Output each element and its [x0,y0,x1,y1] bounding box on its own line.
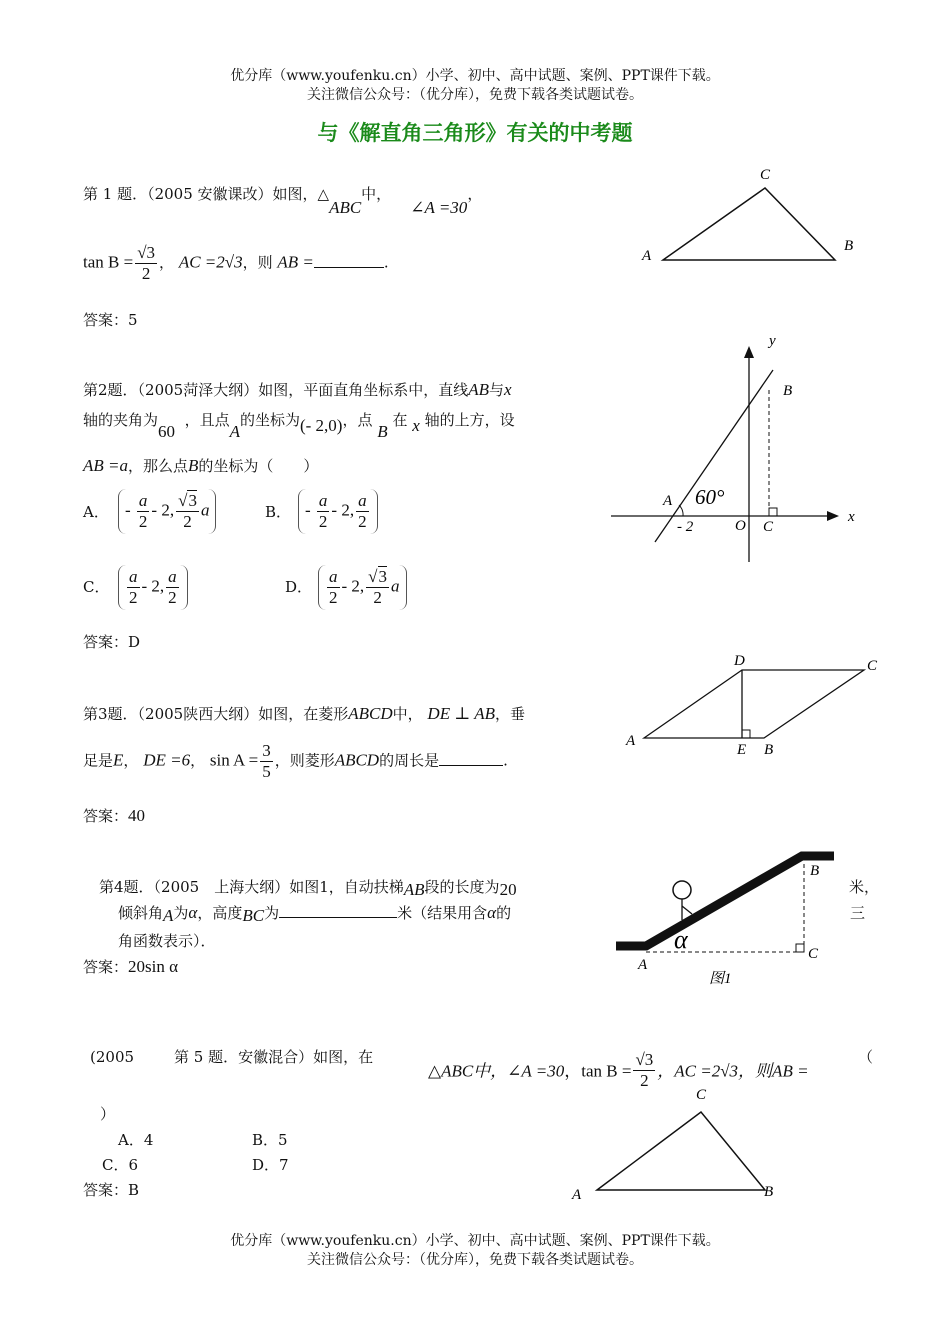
q5-option-a: A．4 [118,1131,154,1149]
q1-answer: 答案：5 [83,311,138,329]
q4-caption: 图1 [709,971,732,987]
q5-label-b: B [764,1184,774,1200]
q4-label-alpha: α [674,925,688,954]
q2-label-y: y [769,333,776,349]
q2-label-a: A [663,493,673,509]
footer-line-2: 关注微信公众号：（优分库），免费下载各类试题试卷。 [307,1252,643,1268]
page-title: 与《解直角三角形》有关的中考题 [317,120,633,145]
q3-label-b: B [764,742,774,758]
q4-label-b: B [810,863,820,879]
q2-y-arrow [744,346,754,358]
q5-triangle [597,1112,765,1190]
q1-label-c: C [760,167,771,183]
q2-option-d-expr: $\frac{a}{2}$ - 2, $\frac{√3}{2}$ a [318,565,407,610]
q5-answer: 答案：B [83,1181,140,1199]
q3-label-e: E [737,742,747,758]
q4-escalator [616,856,834,946]
q3-figure [620,650,890,765]
q3-label-d: D [734,653,745,669]
q2-label-neg2: - 2 [677,519,694,535]
q1-figure [630,160,870,270]
q4-label-c: C [808,946,819,962]
q3-label-a: A [626,733,636,749]
q3-line-2: 足是E， DE =6， sin A = $\frac{3}{5}$ ，则菱形ABCD的周长是 . [83,741,508,781]
q2-option-c: C． [83,578,110,596]
q3-right-angle [742,730,750,738]
q5-option-c: C．6 [102,1156,139,1174]
q1-triangle [663,188,835,260]
footer-line-1: 优分库（www.youfenku.cn）小学、初中、高中试题、案例、PPT课件下载。 [230,1233,720,1249]
q2-label-b: B [783,383,793,399]
q2-option-b-expr: - $\frac{a}{2}$ - 2, $\frac{a}{2}$ [298,489,378,534]
q2-x-arrow [827,511,839,521]
q4-right-angle [796,944,804,952]
q5-line-1: 第 5 题．安徽混合）如图，在 [174,1048,374,1066]
q3-rhombus [644,670,864,738]
q4-line-2: 倾斜角A为α，高度BC为 米（结果用含α的 [118,903,512,925]
q2-line-2: 轴的夹角为60 ，且点A的坐标为(- 2,0)，点 B 在 x 轴的上方，设 [83,411,515,441]
q4-figure [612,842,844,992]
q5-paren-open: （ [858,1048,874,1066]
q4-line-3: 角函数表示）． [118,932,216,950]
q2-option-c-expr: $\frac{a}{2}$ - 2, $\frac{a}{2}$ [118,565,188,610]
q2-label-c: C [763,519,774,535]
q5-figure [565,1082,795,1204]
header-line-2: 关注微信公众号：（优分库），免费下载各类试题试卷。 [307,87,643,103]
q4-unit: 米， [849,878,880,896]
q3-label-c: C [867,658,878,674]
q5-label-a: A [572,1187,582,1203]
q2-label-angle: 60° [695,485,725,509]
q5-label-c: C [696,1087,707,1103]
q4-label-a: A [638,957,648,973]
q2-line-3: AB =a，那么点B的坐标为（ ） [83,456,319,475]
q1-label-a: A [642,248,652,264]
q1-label-b: B [844,238,854,254]
q4-line-1: 第4题．（2005 上海大纲）如图1，自动扶梯AB段的长度为20 [99,878,517,899]
q5-option-d: D．7 [252,1156,289,1174]
q5-paren-close: ） [100,1105,116,1123]
q2-option-a: A． [83,503,109,521]
q5-expr: △ABC中，∠A =30，tan B = $\frac{√3}{2}$ ，AC =2√3，则AB = [428,1050,809,1090]
header-line-1: 优分库（www.youfenku.cn）小学、初中、高中试题、案例、PPT课件下载。 [230,68,720,84]
q5-option-b: B．5 [252,1131,288,1149]
q2-option-b: B． [265,503,292,521]
q3-line-1: 第3题．（2005陕西大纲）如图，在菱形ABCD中， DE ⊥ AB，垂 [83,704,526,723]
q5-year: (2005 [90,1048,135,1066]
q2-answer: 答案：D [83,633,141,651]
q3-answer: 答案：40 [83,806,146,825]
q4-person-head [673,881,691,899]
q4-answer: 答案：20sin α [83,957,179,976]
q1-line-1: 第 1 题．（2005 安徽课改）如图，△ABC中， ∠A =30， [83,185,483,217]
q2-right-angle [769,508,777,516]
q2-option-a-expr: - $\frac{a}{2}$ - 2, $\frac{√3}{2}$ a [118,489,216,534]
q2-label-o: O [735,518,746,534]
q1-line-2: tan B = $\frac{√3}{2}$ ， AC =2√3，则 AB = . [83,243,389,283]
q2-label-x: x [848,509,855,525]
q2-line-1: 第2题．（2005菏泽大纲）如图，平面直角坐标系中，直线AB与x [83,380,512,399]
q2-figure [605,330,875,570]
q4-person-arm [682,906,692,914]
q2-option-d: D． [285,578,313,596]
q4-line-2-tail: 三 [850,904,866,922]
